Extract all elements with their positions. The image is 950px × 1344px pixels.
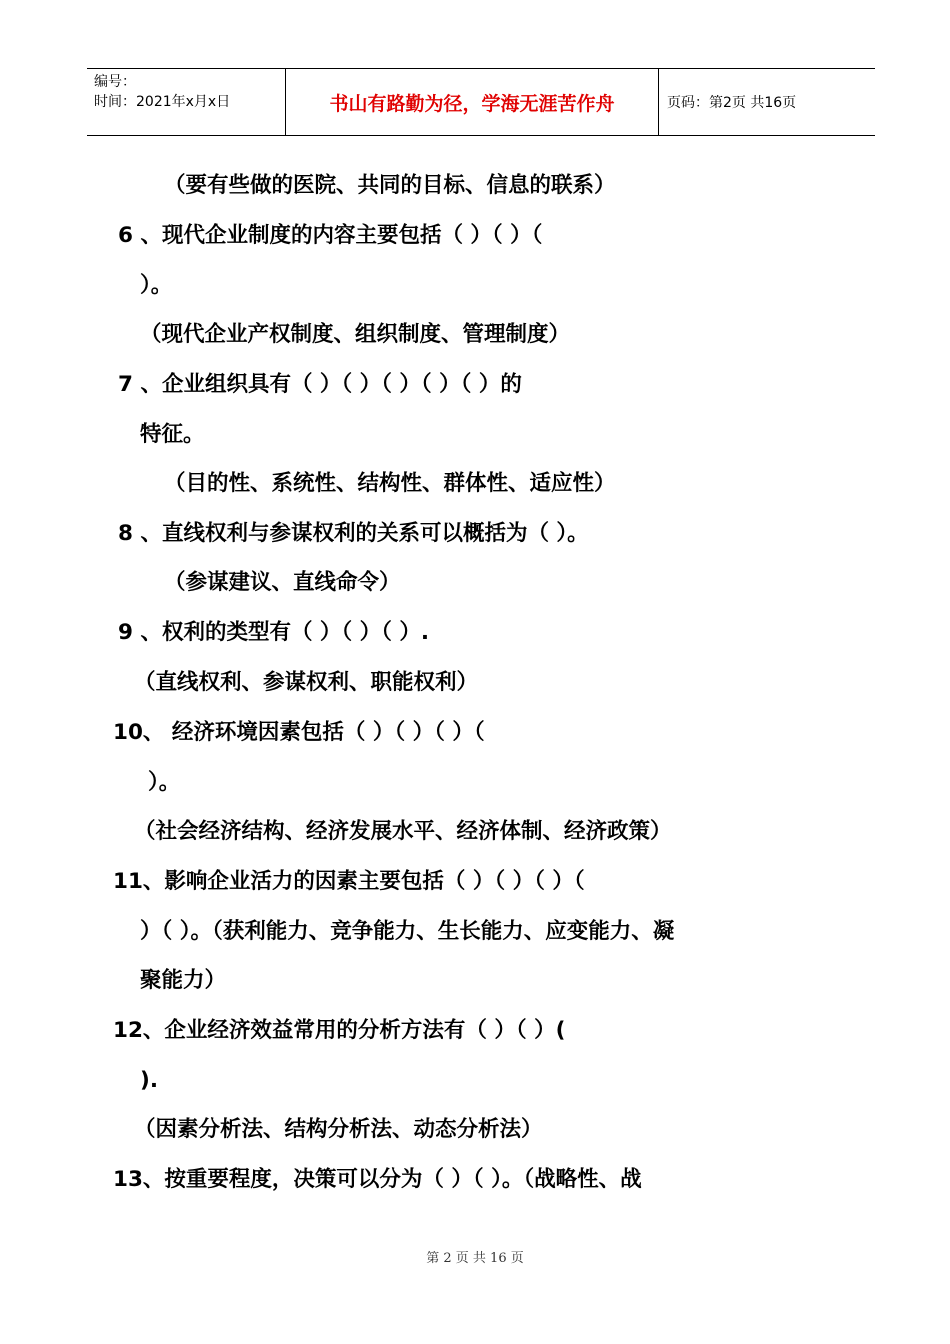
question-line: ). (140, 1068, 158, 1093)
code-label: 编号： (94, 74, 136, 90)
question-line: ）。 (140, 273, 173, 298)
page-footer: 第 2 页 共 16 页 (426, 1251, 524, 1266)
question-line: 13、按重要程度，决策可以分为（ ）（ ）。（战略性、战 (113, 1167, 642, 1192)
header-page-info: 页码：第2页 共16页 (667, 95, 797, 111)
question-line: ）（ ）。（获利能力、竞争能力、生长能力、应变能力、凝 (140, 919, 675, 944)
question-line: 12、企业经济效益常用的分析方法有（ ）（ ）( (113, 1018, 566, 1043)
answer-line: （现代企业产权制度、组织制度、管理制度） (140, 322, 571, 347)
question-line: 8 、直线权利与参谋权利的关系可以概括为（ ）。 (118, 521, 589, 546)
answer-line: （目的性、系统性、结构性、群体性、适应性） (164, 471, 616, 496)
answer-line: （因素分析法、结构分析法、动态分析法） (134, 1117, 543, 1142)
header-motto: 书山有路勤为径，学海无涯苦作舟 (285, 69, 659, 135)
question-line: 9 、权利的类型有（ ）（ ）（ ）. (118, 620, 430, 645)
answer-line: （参谋建议、直线命令） (164, 570, 401, 595)
question-line: 7 、企业组织具有（ ）（ ）（ ）（ ）（ ）的 (118, 372, 522, 397)
question-line: 聚能力） (140, 968, 227, 993)
header-meta (87, 69, 285, 135)
question-line: 10、 经济环境因素包括（ ）（ ）（ ）（ (113, 720, 485, 745)
question-line: 11、影响企业活力的因素主要包括（ ）（ ）（ ）（ (113, 869, 585, 894)
question-line: 特征。 (140, 422, 205, 447)
time-label: 时间：2021年x月x日 (94, 94, 231, 110)
page-header (87, 68, 875, 136)
answer-line: （要有些做的医院、共同的目标、信息的联系） (164, 173, 616, 198)
question-line: 6 、现代企业制度的内容主要包括（ ）（ ）（ (118, 223, 543, 248)
answer-line: （社会经济结构、经济发展水平、经济体制、经济政策） (134, 819, 672, 844)
answer-line: （直线权利、参谋权利、职能权利） (134, 670, 479, 695)
question-line: ）。 (148, 770, 181, 795)
